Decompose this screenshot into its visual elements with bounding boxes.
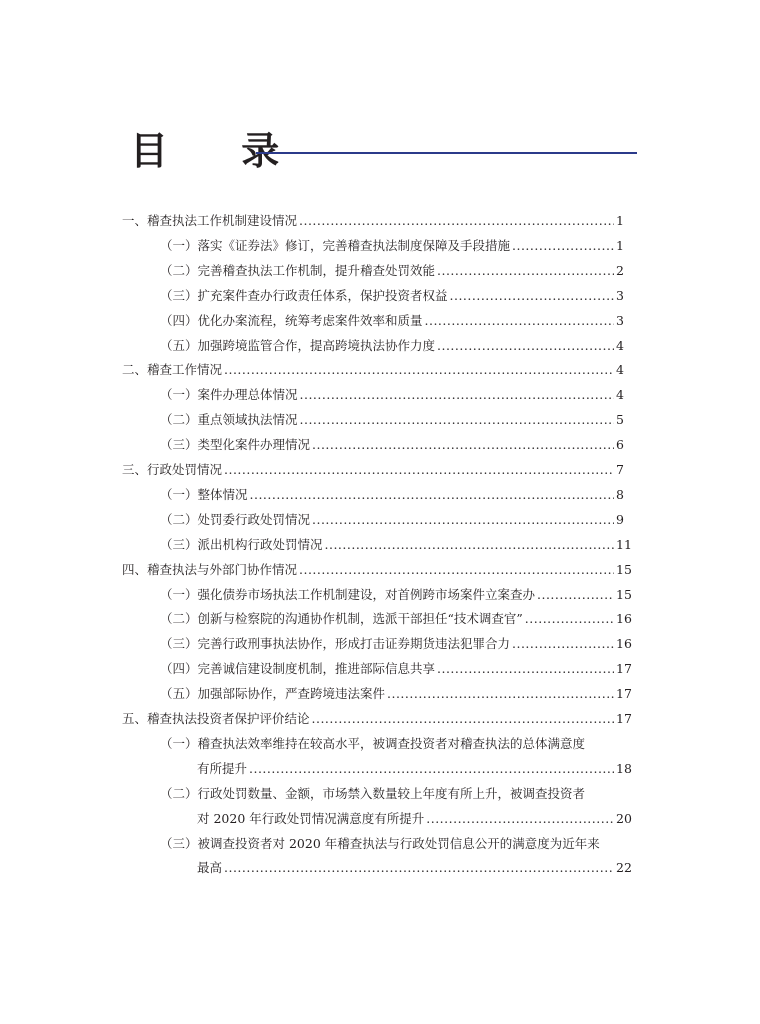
toc-entry-label: 二、稽查工作情况 bbox=[122, 362, 223, 378]
toc-entry-label: 五、稽查执法投资者保护评价结论 bbox=[122, 711, 310, 726]
toc-page-number: 18 bbox=[616, 760, 632, 776]
toc-leader-dots bbox=[249, 757, 614, 781]
toc-page-number: 17 bbox=[616, 711, 632, 726]
toc-leader-dots bbox=[512, 234, 614, 258]
toc-entry-label: 对 2020 年行政处罚情况满意度有所提升 bbox=[197, 810, 425, 826]
toc-subsection-entry-line1[interactable]: （三）被调查投资者对 2020 年稽查执法与行政处罚信息公开的满意度为近年来 bbox=[160, 835, 600, 851]
toc-page-number: 11 bbox=[616, 536, 632, 552]
toc-leader-dots bbox=[312, 433, 614, 457]
toc-leader-dots bbox=[250, 483, 614, 507]
toc-entry-label: （二）完善稽查执法工作机制，提升稽查处罚效能 bbox=[160, 262, 436, 278]
toc-subsection-entry-line1[interactable]: （二）行政处罚数量、金额，市场禁入数量较上年度有所上升，被调查投资者 bbox=[160, 785, 586, 801]
toc-leader-dots bbox=[224, 458, 614, 482]
toc-page-number: 5 bbox=[616, 412, 624, 428]
toc-entry-label: （三）扩充案件查办行政责任体系，保护投资者权益 bbox=[160, 287, 448, 303]
toc-leader-dots bbox=[325, 533, 614, 557]
toc-leader-dots bbox=[299, 558, 614, 582]
toc-leader-dots bbox=[512, 632, 614, 656]
toc-entry-label: 三、行政处罚情况 bbox=[122, 462, 223, 477]
toc-entry-label: （三）类型化案件办理情况 bbox=[160, 437, 311, 453]
toc-leader-dots bbox=[300, 408, 614, 432]
toc-leader-dots bbox=[450, 284, 614, 308]
toc-page-number: 17 bbox=[616, 661, 632, 677]
toc-page-number: 4 bbox=[616, 337, 624, 353]
toc-leader-dots bbox=[224, 856, 614, 880]
toc-page-number: 2 bbox=[616, 262, 624, 278]
toc-leader-dots bbox=[312, 508, 614, 532]
toc-page-number: 6 bbox=[616, 437, 624, 453]
toc-page-number: 17 bbox=[616, 686, 632, 702]
toc-entry-label: （三）派出机构行政处罚情况 bbox=[160, 536, 323, 552]
toc-leader-dots bbox=[537, 583, 614, 607]
toc-entry-label: （一）强化债券市场执法工作机制建设，对首例跨市场案件立案查办 bbox=[160, 586, 536, 602]
toc-page-number: 3 bbox=[616, 287, 624, 303]
toc-page-number: 15 bbox=[616, 586, 632, 602]
toc-leader-dots bbox=[299, 209, 614, 233]
toc-entry-label: （二）处罚委行政处罚情况 bbox=[160, 511, 311, 527]
toc-entry-label: （三）完善行政刑事执法协作，形成打击证券期货违法犯罪合力 bbox=[160, 636, 511, 652]
toc-page-number: 15 bbox=[616, 561, 632, 577]
toc-page-number: 9 bbox=[616, 511, 624, 527]
toc-leader-dots bbox=[437, 334, 614, 358]
toc-page-number: 22 bbox=[616, 860, 632, 876]
toc-entry-label: 最高 bbox=[197, 860, 223, 876]
toc-page-number: 1 bbox=[616, 213, 624, 228]
toc-entry-label: （五）加强部际协作，严查跨境违法案件 bbox=[160, 686, 386, 702]
toc-page-number: 3 bbox=[616, 312, 624, 328]
toc-page-number: 1 bbox=[616, 237, 624, 253]
toc-page-number: 16 bbox=[616, 611, 632, 627]
toc-leader-dots bbox=[437, 657, 614, 681]
toc-entry-label: 有所提升 bbox=[197, 760, 248, 776]
toc-entry-label: （一）整体情况 bbox=[160, 486, 248, 502]
title-rule bbox=[256, 152, 637, 154]
toc-entry-label: （四）完善诚信建设制度机制，推进部际信息共享 bbox=[160, 661, 436, 677]
toc-leader-dots bbox=[300, 383, 614, 407]
toc-entry-label: （一）落实《证券法》修订，完善稽查执法制度保障及手段措施 bbox=[160, 237, 511, 253]
toc-leader-dots bbox=[387, 682, 614, 706]
toc-page-number: 8 bbox=[616, 486, 624, 502]
toc-page-number: 20 bbox=[616, 810, 632, 826]
toc-leader-dots bbox=[426, 807, 614, 831]
toc-leader-dots bbox=[224, 358, 614, 382]
toc-entry-label: （四）优化办案流程，统筹考虑案件效率和质量 bbox=[160, 312, 423, 328]
page-title: 目 录 bbox=[130, 128, 310, 173]
toc-leader-dots bbox=[525, 607, 614, 631]
toc-entry-label: 一、稽查执法工作机制建设情况 bbox=[122, 213, 298, 228]
toc-leader-dots bbox=[437, 259, 614, 283]
toc-entry-label: （二）重点领域执法情况 bbox=[160, 412, 298, 428]
toc-leader-dots bbox=[312, 707, 614, 731]
toc-entry-label: 四、稽查执法与外部门协作情况 bbox=[122, 561, 298, 577]
toc-subsection-entry-line1[interactable]: （一）稽查执法效率维持在较高水平，被调查投资者对稽查执法的总体满意度 bbox=[160, 735, 586, 751]
toc-page-number: 7 bbox=[616, 462, 624, 477]
toc-page-number: 4 bbox=[616, 362, 624, 378]
toc-leader-dots bbox=[425, 309, 614, 333]
toc-entry-label: （一）案件办理总体情况 bbox=[160, 387, 298, 403]
toc-entry-label: （二）创新与检察院的沟通协作机制，选派干部担任“技术调查官” bbox=[160, 611, 523, 627]
toc-page-number: 4 bbox=[616, 387, 624, 403]
toc-entry-label: （五）加强跨境监管合作，提高跨境执法协作力度 bbox=[160, 337, 436, 353]
toc-page-number: 16 bbox=[616, 636, 632, 652]
